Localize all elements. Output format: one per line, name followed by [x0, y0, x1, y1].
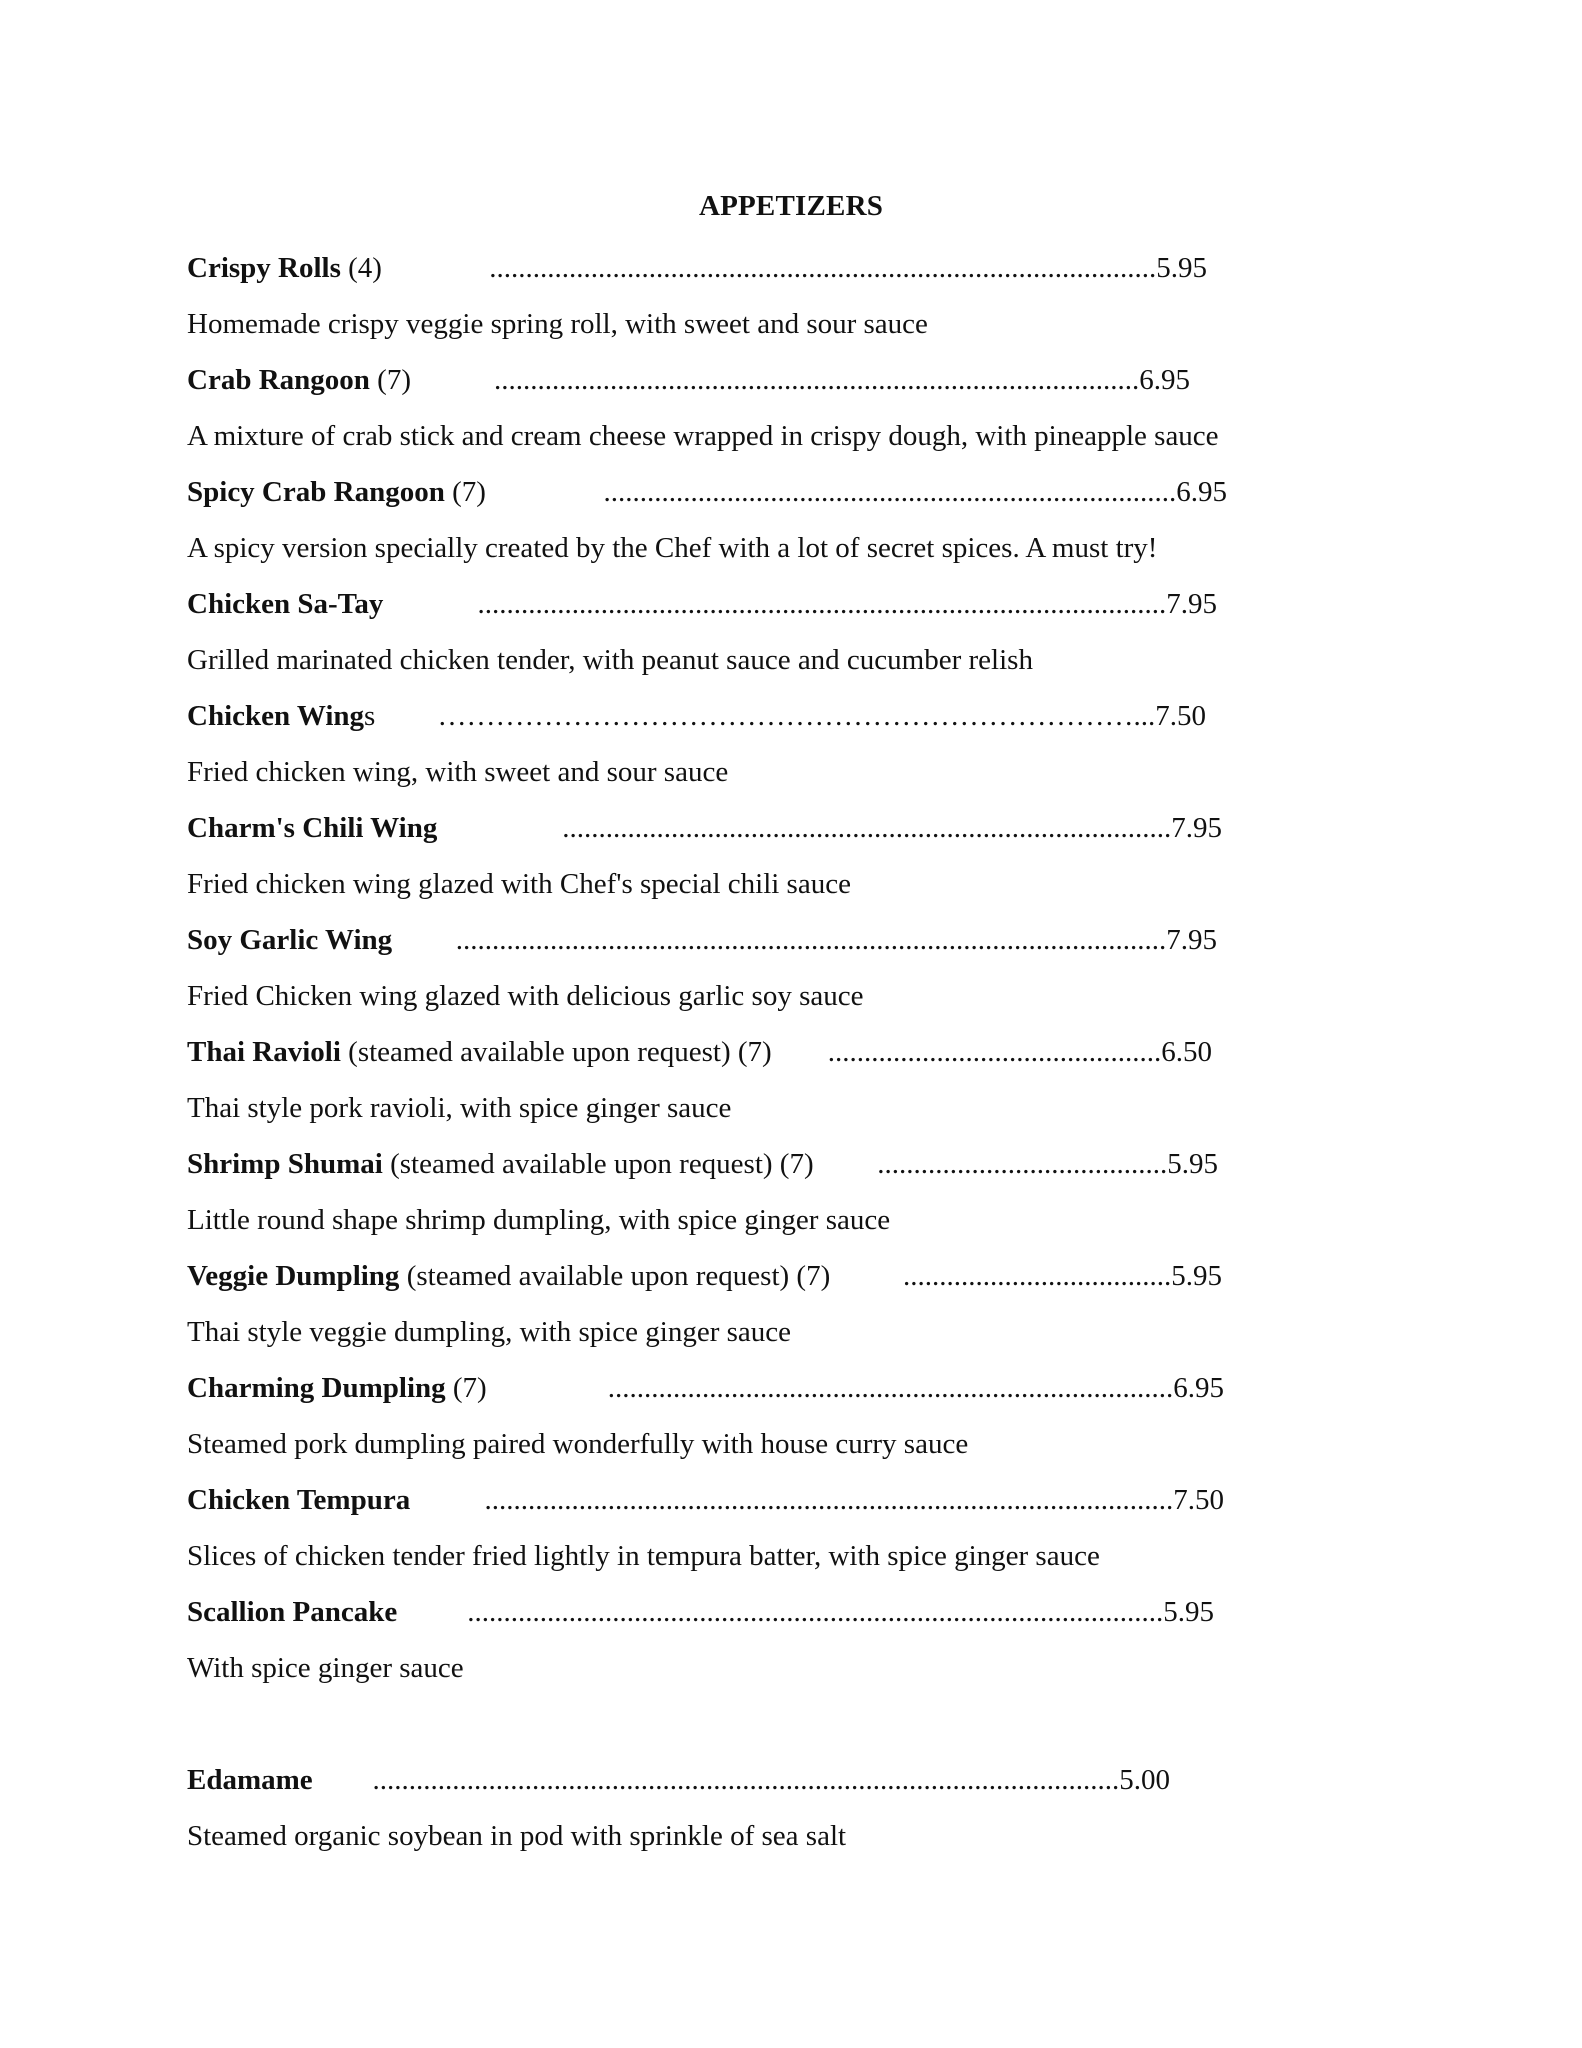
- menu-item-price: 7.95: [1171, 812, 1222, 844]
- menu-item-description: Steamed pork dumpling paired wonderfully with house curry sauce: [187, 1428, 969, 1460]
- menu-item-header: [187, 576, 1387, 632]
- menu-item-description: Fried Chicken wing glazed with delicious garlic soy sauce: [187, 980, 864, 1012]
- menu-item-leader: ...............................................................................: [603, 476, 1177, 508]
- menu-item: [187, 352, 1387, 464]
- menu-item: [187, 1752, 1387, 1864]
- menu-item: [187, 1024, 1387, 1136]
- menu-item-header: [187, 1360, 1387, 1416]
- menu-item-price: 5.95: [1167, 1148, 1218, 1180]
- menu-item-name: Spicy Crab Rangoon: [187, 476, 445, 508]
- menu-item-qty: (steamed available upon request) (7): [340, 1036, 772, 1068]
- menu-item-price: 7.95: [1166, 924, 1217, 956]
- menu-item-header: [187, 1248, 1387, 1304]
- section-spacer: [187, 1696, 1387, 1752]
- menu-item-leader: .....................................: [903, 1260, 1172, 1292]
- menu-item-price: 6.50: [1161, 1036, 1212, 1068]
- menu-item-price: 7.50: [1173, 1484, 1224, 1516]
- menu-item-name: Charm's Chili Wing: [187, 812, 438, 844]
- menu-item-qty: (7): [369, 364, 411, 396]
- menu-item-leader: ………………………………………………………………...: [437, 700, 1156, 732]
- menu-item-description: Grilled marinated chicken tender, with peanut sauce and cucumber relish: [187, 644, 1033, 676]
- menu-item-header: [187, 352, 1387, 408]
- menu-item-name: Crab Rangoon: [187, 364, 370, 396]
- menu-item-description: Thai style veggie dumpling, with spice ginger sauce: [187, 1316, 792, 1348]
- menu-item-header: [187, 464, 1387, 520]
- menu-item: [187, 1360, 1387, 1472]
- menu-item-leader: ................................................................................................: [467, 1596, 1164, 1628]
- menu-item-leader: ....................................................................................: [562, 812, 1172, 844]
- menu-item-name: Charming Dumpling: [187, 1372, 446, 1404]
- menu-item-description: Thai style pork ravioli, with spice ginger sauce: [187, 1092, 732, 1124]
- menu-item-price: 6.95: [1176, 476, 1227, 508]
- menu-item-name: Crispy Rolls: [187, 252, 341, 284]
- menu-item-name: Chicken Sa-Tay: [187, 588, 384, 620]
- menu-item-description: A mixture of crab stick and cream cheese wrapped in crispy dough, with pineapple sauce: [187, 420, 1219, 452]
- menu-item-description: With spice ginger sauce: [187, 1652, 464, 1684]
- menu-item-header: [187, 1752, 1387, 1808]
- menu-item-price: 5.95: [1163, 1596, 1214, 1628]
- menu-item-leader: ............................................................................................: [489, 252, 1157, 284]
- menu-item-name: Soy Garlic Wing: [187, 924, 393, 956]
- menu-item-name: Edamame: [187, 1764, 313, 1796]
- menu-item-name: Shrimp Shumai: [187, 1148, 383, 1180]
- menu-item-price: 6.95: [1139, 364, 1190, 396]
- menu-item-header: [187, 800, 1387, 856]
- menu-item-leader: ..................................................................................................: [455, 924, 1167, 956]
- menu-item-header: [187, 1136, 1387, 1192]
- menu-item-description: Steamed organic soybean in pod with sprinkle of sea salt: [187, 1820, 847, 1852]
- menu-item-description: A spicy version specially created by the Chef with a lot of secret spices. A must try!: [187, 532, 1158, 564]
- menu-item: [187, 576, 1387, 688]
- menu-list: [187, 240, 1387, 1864]
- menu-item-description: Fried chicken wing glazed with Chef's special chili sauce: [187, 868, 851, 900]
- menu-item-leader: .........................................................................................: [494, 364, 1140, 396]
- menu-item: [187, 688, 1387, 800]
- menu-item-price: 5.95: [1171, 1260, 1222, 1292]
- menu-item-leader: ..............................................................................: [607, 1372, 1174, 1404]
- menu-item-qty: s: [364, 700, 376, 732]
- menu-item-price: 7.50: [1155, 700, 1206, 732]
- menu-item: [187, 1248, 1387, 1360]
- menu-item: [187, 912, 1387, 1024]
- menu-item-name: Thai Ravioli: [187, 1036, 341, 1068]
- menu-item-leader: ........................................: [877, 1148, 1168, 1180]
- menu-item-qty: (7): [444, 476, 486, 508]
- menu-item-header: [187, 240, 1387, 296]
- menu-item-description: Fried chicken wing, with sweet and sour sauce: [187, 756, 729, 788]
- menu-item-leader: ...............................................................................................: [477, 588, 1167, 620]
- menu-item-name: Chicken Wing: [187, 700, 365, 732]
- menu-item-price: 5.95: [1156, 252, 1207, 284]
- menu-item: [187, 1472, 1387, 1584]
- menu-item: [187, 1584, 1387, 1696]
- menu-item-name: Chicken Tempura: [187, 1484, 411, 1516]
- menu-item-description: Slices of chicken tender fried lightly in tempura batter, with spice ginger sauce: [187, 1540, 1100, 1572]
- menu-item-price: 7.95: [1166, 588, 1217, 620]
- menu-item-qty: (steamed available upon request) (7): [382, 1148, 814, 1180]
- menu-item: [187, 1136, 1387, 1248]
- menu-item-description: Homemade crispy veggie spring roll, with sweet and sour sauce: [187, 308, 928, 340]
- menu-item-qty: (7): [445, 1372, 487, 1404]
- menu-item-name: Veggie Dumpling: [187, 1260, 400, 1292]
- menu-item: [187, 240, 1387, 352]
- menu-item-header: [187, 1024, 1387, 1080]
- menu-item-header: [187, 1472, 1387, 1528]
- menu-item-header: [187, 1584, 1387, 1640]
- menu-item: [187, 800, 1387, 912]
- page-title: APPETIZERS: [698, 190, 884, 222]
- menu-item-price: 5.00: [1119, 1764, 1170, 1796]
- menu-item: [187, 464, 1387, 576]
- menu-item-price: 6.95: [1173, 1372, 1224, 1404]
- menu-item-leader: ...............................................................................................: [484, 1484, 1174, 1516]
- menu-item-leader: ..............................................: [827, 1036, 1162, 1068]
- menu-item-description: Little round shape shrimp dumpling, with spice ginger sauce: [187, 1204, 891, 1236]
- menu-item-header: [187, 688, 1387, 744]
- menu-item-qty: (4): [340, 252, 382, 284]
- menu-item-header: [187, 912, 1387, 968]
- menu-item-name: Scallion Pancake: [187, 1596, 398, 1628]
- menu-item-leader: .......................................................................................................: [372, 1764, 1120, 1796]
- menu-item-qty: (steamed available upon request) (7): [399, 1260, 831, 1292]
